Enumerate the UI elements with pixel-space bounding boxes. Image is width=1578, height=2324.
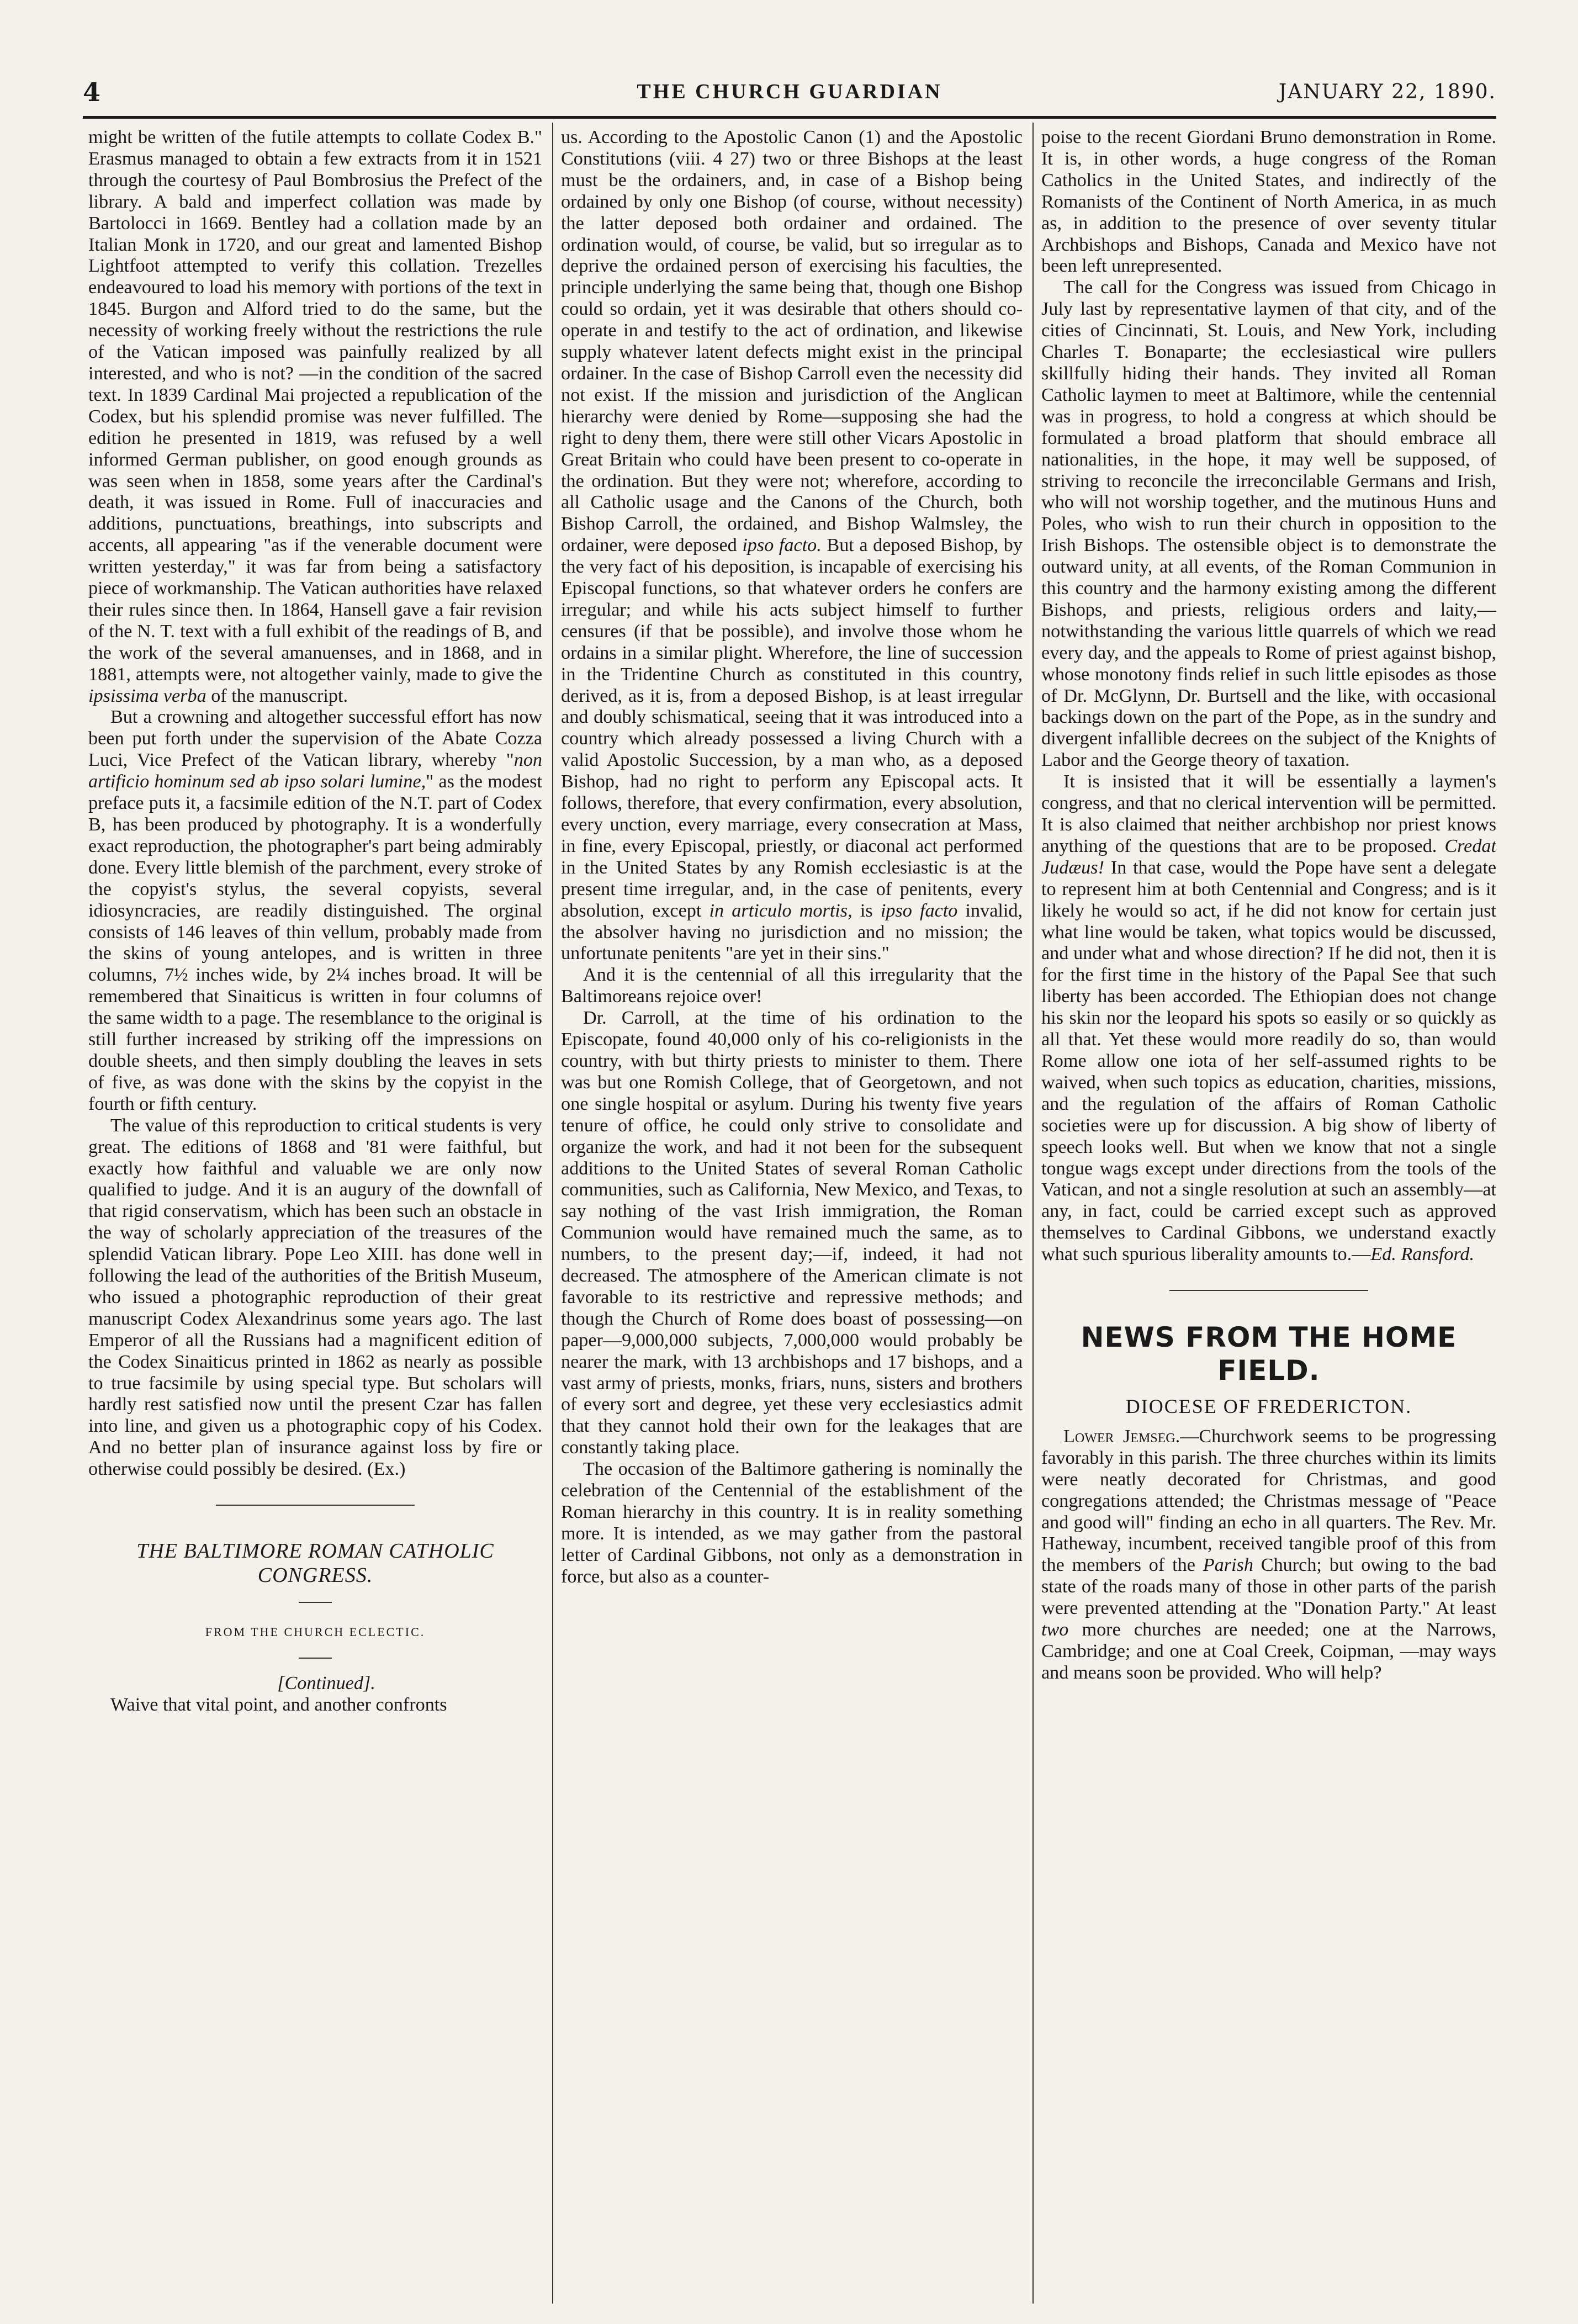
paragraph: might be written of the futile attempts to collate Codex B." Erasmus managed to obtain a few extracts from it in 1521 through the courtesy of Paul Bombrosius the Prefect of the library. A bald and imperfect collation was made by Bartolocci in 1669. Bentley had a collation made by an Italian Monk in 1720, and our great and lamented Bishop Lightfoot attempted to verify this collation. Trezelles endeavoured to load his memory with portions of the text in 1845. Burgon and Alford tried to do the same, but the necessity of working freely without the restrictions the rule of the Vatican imposed was painfully realized by all interested, and who is not? —in the condition of the sacred text. In 1839 Cardinal Mai projected a republication of the Codex, but his splendid promise was never fulfilled. The edition he presented in 1819, was refused by a well informed German publisher, on good enough grounds as was seen when in 1858, some years after the Cardinal's death, it was issued in Rome. Full of inaccuracies and additions, punctuations, breathings, into subscripts and accents, all appearing "as if the venerable document were written yesterday," it was far from being a satisfactory piece of workmanship. The Vatican authorities have relaxed their rules since then. In 1864, Hansell gave a fair revision of the N. T. text with a full exhibit of the readings of B, and the work of the several amanuenses, and in 1868, and in 1881, attempts were, not altogether vainly, made to give the ipsissima verba of the manuscript. (88, 127, 542, 706)
paragraph: Waive that vital point, and another confronts (110, 1694, 447, 1715)
column-1 (88, 127, 542, 2308)
page-number: 4 (83, 77, 101, 107)
section-heading: NEWS FROM THE HOME FIELD. (1081, 1321, 1457, 1387)
paragraph: And it is the centennial of all this irregularity that the Baltimoreans rejoice over! (561, 965, 1023, 1007)
issue-date: JANUARY 22, 1890. (1278, 81, 1496, 103)
paragraph: But a crowning and altogether successful effort has now been put forth under the supervision of the Abate Cozza Luci, Vice Prefect of the Vatican library, whereby "non artificio hominum sed ab ipso solari lumine," as the modest preface puts it, a facsimile edition of the N.T. part of Codex B, has been produced by photography. It is a wonderfully exact reproduction, the photographer's part being admirably done. Every little blemish of the parchment, every stroke of the copyist's stylus, the several copyists, several idiosyncracies, are readily distinguished. The orginal consists of 146 leaves of thin vellum, probably made from the skins of young antelopes, and is written in three columns, 7½ inches wide, by 2¼ inches broad. It will be remembered that Sinaiticus is written in four columns of the same width to a page. The resemblance to the original is still further increased by striking off the impressions on double sheets, and then simply doubling the leaves in sets of five, as was done with the skins by the copyist in the fourth or fifth century. (88, 707, 542, 1114)
newspaper-title: THE CHURCH GUARDIAN (637, 80, 942, 103)
diocese-heading: DIOCESE OF FREDERICTON. (1125, 1395, 1412, 1418)
paragraph: us. According to the Apostolic Canon (1) and the Apostolic Constitutions (viii. 4 27) two or three Bishops at the least must be the ordainers, and, in case of a Bishop being ordained by only one Bishop (of course, without necessity) the latter deposed both ordainer and ordained. The ordination would, of course, be valid, but so irregular as to deprive the ordained person of exercising his faculties, the principle underlying the same being that, though one Bishop could so ordain, yet it was desirable that others should co-operate in and testify to the act of ordination, and likewise supply whatever latent defects might exist in the principal ordainer. In the case of Bishop Carroll even the necessity did not exist. If the mission and jurisdiction of the Anglican hierarchy were denied by Rome—supposing she had the right to deny them, there were still other Vicars Apostolic in Great Britain who could have been present to co-operate in the ordination. But they were not; wherefore, according to all Catholic usage and the Canons of the Church, both Bishop Carroll, the ordained, and Bishop Walmsley, the ordainer, were deposed ipso facto. But a deposed Bishop, by the very fact of his deposition, is incapable of exercising his Episcopal functions, so that whatever orders he confers are irregular; and while his acts subject himself to further censures (if that be possible), and involve those whom he ordains in a similar plight. Wherefore, the line of succession in the Tridentine Church as constituted in this country, derived, as it is, from a deposed Bishop, is at least irregular and doubly schismatical, seeing that it was introduced into a country which already possessed a living Church with a valid Apostolic Succession, by a man who, as a deposed Bishop, had no right to perform any Episcopal acts. It follows, therefore, that every confirmation, every absolution, every unction, every marriage, every consecration at Mass, in fine, every Episcopal, priestly, or diaconal act performed in the United States by any Romish ecclesiastic is at the present time irregular, and, in the case of penitents, every absolution, except in articulo mortis, is ipso facto invalid, the absolver having no jurisdiction and no mission; the unfortunate penitents "are yet in their sins." (561, 127, 1023, 964)
section-divider (1169, 1290, 1368, 1291)
paragraph: Lower Jemseg.—Churchwork seems to be progressing favorably in this parish. The three churches within its limits were neatly decorated for Christmas, and good congregations attended; the Christmas message of "Peace and good will" finding an echo in all quarters. The Rev. Mr. Hatheway, incumbent, received tangible proof of this from the members of the Parish Church; but owing to the bad state of the roads many of those in other parts of the parish were prevented attending at the "Donation Party." At least two more churches are needed; one at the Narrows, Cambridge; and one at Coal Creek, Coipman, —may ways and means soon be provided. Who will help? (1041, 1426, 1496, 1683)
column-2 (561, 127, 1023, 2308)
column-divider-2 (1032, 123, 1034, 2304)
paragraph: The value of this reproduction to critical students is very great. The editions of 1868 and '81 were faithful, but exactly how faithful and valuable we are only now qualified to judge. And it is an augury of the downfall of that rigid conservatism, which has been such an obstacle in the way of scholarly appreciation of the treasures of the splendid Vatican library. Pope Leo XIII. has done well in following the lead of the authorities of the British Museum, who issued a photographic reproduction of their great manuscript Codex Alexandrinus some years ago. The last Emperor of all the Russians had a magnificent edition of the Codex Sinaiticus printed in 1862 as nearly as possible to true facsimile by using special type. But scholars will hardly rest satisfied now until the present Czar has fallen into line, and given us a photographic copy of his Codex. And no better plan of insurance against loss by fire or otherwise could possibly be desired. (Ex.) (88, 1115, 542, 1480)
paragraph: poise to the recent Giordani Bruno demonstration in Rome. It is, in other words, a huge congress of the Roman Catholics in the United States, and indirectly of the Romanists of the Continent of North America, in as much as, in addition to the presence of over seventy titular Archbishops and Bishops, Canada and Mexico have not been left unrepresented. (1041, 127, 1496, 277)
masthead (83, 77, 1496, 110)
section-divider (216, 1505, 415, 1506)
source-line: FROM THE CHURCH ECLECTIC. (205, 1625, 426, 1639)
article-title: THE BALTIMORE ROMAN CATHOLIC CONGRESS. (136, 1539, 494, 1587)
column-divider-1 (552, 123, 553, 2304)
paragraph: The call for the Congress was issued from Chicago in July last by representative laymen of that city, and of the cities of Cincinnati, St. Louis, and New York, including Charles T. Bonaparte; the ecclesiastical wire pullers skillfully hiding their hands. They invited all Roman Catholic laymen to meet at Baltimore, while the centennial was in progress, to hold a congress at which should be formulated a broad platform that should embrace all nationalities, in the hope, it may well be supposed, of striving to reconcile the irreconcilable Germans and Irish, who will not worship together, and the mutinous Huns and Poles, who wish to run their church in opposition to the Irish Bishops. The ostensible object is to demonstrate the outward unity, at all events, of the Roman Communion in this country and the harmony existing among the different Bishops, and priests, religious orders and laity,—notwithstanding the various little quarrels of which we read every day, and the appeals to Rome of priest against bishop, whose monotony finds relief in such little episodes as those of Dr. McGlynn, Dr. Burtsell and the like, with occasional backings down on the part of the Pope, as in the sundry and divergent infallible decrees on the subject of the Knights of Labor and the George theory of taxation. (1041, 277, 1496, 771)
paragraph: The occasion of the Baltimore gathering is nominally the celebration of the Centennial of the establishment of the Roman hierarchy in this country. It is in reality something more. It is intended, as we may gather from the pastoral letter of Cardinal Gibbons, not only as a demonstration in force, but also as a counter- (561, 1459, 1023, 1587)
paragraph: Dr. Carroll, at the time of his ordination to the Episcopate, found 40,000 only of his co-religionists in the country, with but thirty priests to minister to them. There was but one Romish College, that of Georgetown, and not one single hospital or asylum. During his twenty five years tenure of office, he could only strive to consolidate and organize the work, and had it not been for the subsequent additions to the United States of several Roman Catholic communities, such as California, New Mexico, and Texas, to say nothing of the vast Irish immigration, the Roman Communion would have remained much the same, as to numbers, to the present day;—if, indeed, it had not decreased. The atmosphere of the American climate is not favorable to its restrictive and repressive methods; and though the Church of Rome does boast of possessing—on paper—9,000,000 subjects, 7,000,000 would probably be nearer the mark, with 13 archbishops and 17 bishops, and a vast army of priests, monks, friars, nuns, sisters and brothers of every sort and degree, yet these very ecclesiastics admit that they cannot hold their own for the leakages that are constantly taking place. (561, 1008, 1023, 1458)
paragraph: It is insisted that it will be essentially a laymen's congress, and that no clerical intervention will be permitted. It is also claimed that neither archbishop nor priest knows anything of the questions that are to be proposed. Credat Judæus! In that case, would the Pope have sent a delegate to represent him at both Centennial and Congress; and is it likely he would so act, if he did not know for certain just what line would be taken, what topics would be discussed, and under what and whose direction? If he did not, then it is for the first time in the history of the Papal See that such liberty has been accorded. The Ethiopian does not change his skin nor the leopard his spots so easily or so quickly as all that. Yet these would more readily do so, than would Rome allow one iota of her self-assumed rights to be waived, when such topics as education, charities, missions, and the regulation of the affairs of Roman Catholic societies were up for discussion. A big show of liberty of speech looks well. But when we know that not a single tongue wags except under directions from the tools of the Vatican, and not a single resolution at such an assembly—at any, in fact, could be carried except such as approved themselves to Cardinal Gibbons, we understand exactly what such spurious liberality amounts to.—Ed. Ransford. (1041, 771, 1496, 1265)
short-rule (299, 1658, 332, 1659)
short-rule (299, 1602, 332, 1603)
column-3 (1041, 127, 1496, 2308)
masthead-rule (83, 116, 1496, 119)
continued-note: [Continued]. (277, 1673, 375, 1693)
